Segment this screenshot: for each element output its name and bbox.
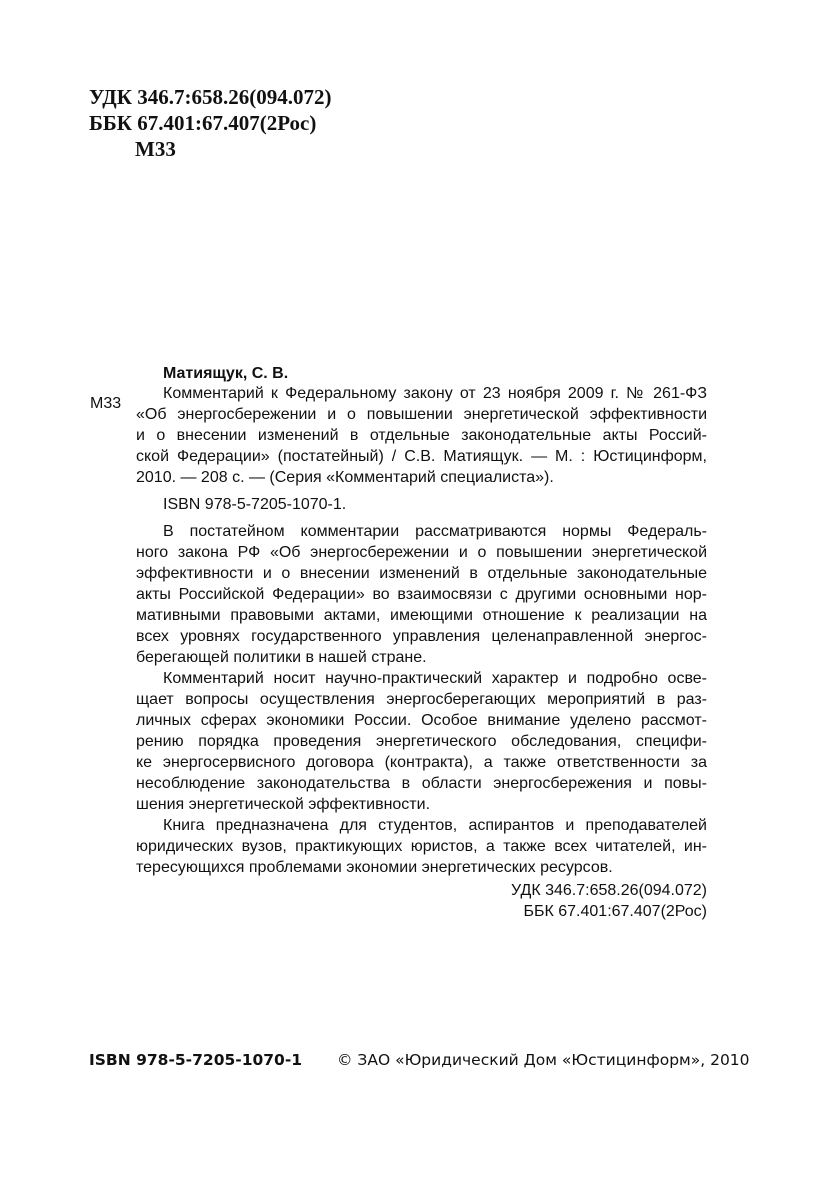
card-udk: УДК 346.7:658.26(094.072) (511, 882, 707, 899)
annotation-line: юридических вузов, практикующих юристов, а также всех читателей, ин- (136, 838, 707, 855)
header-author-mark: М33 (135, 137, 176, 161)
annotation-line: эффективности и о внесении изменений в отдельные законодательные (136, 565, 707, 582)
annotation-line: рению порядка проведения энергетического обследования, специфи- (136, 733, 707, 750)
annotation-line: Комментарий носит научно-практический характер и подробно осве- (163, 670, 707, 687)
description-line: Комментарий к Федеральному закону от 23 ноября 2009 г. № 261-ФЗ (163, 385, 707, 402)
annotation-line: щает вопросы осуществления энергосберегающих мероприятий в раз- (136, 691, 707, 708)
annotation-line: ке энергосервисного договора (контракта), а также ответственности за (136, 754, 707, 771)
annotation-line: шения энергетической эффективности. (136, 796, 431, 813)
annotation-line: всех уровнях государственного управления целенаправленной энергос- (136, 628, 707, 645)
annotation-line: ного закона РФ «Об энергосбережении и о повышении энергетической (136, 544, 707, 561)
annotation-line: личных сферах экономики России. Особое внимание уделено рассмот- (136, 712, 707, 729)
header-bbk: ББК 67.401:67.407(2Рос) (89, 111, 317, 135)
card-author: Матиящук, С. В. (163, 365, 289, 382)
annotation-line: несоблюдение законодательства в области энергосбережения и повы- (136, 775, 707, 792)
annotation-line: мативными правовыми актами, имеющими отношение к реализации на (136, 607, 707, 624)
footer-isbn: ISBN 978-5-7205-1070-1 (89, 1051, 303, 1069)
annotation-line: В постатейном комментарии рассматриваются нормы Федераль- (163, 523, 707, 540)
card-isbn: ISBN 978-5-7205-1070-1. (163, 496, 347, 513)
card-author-mark: М33 (90, 395, 122, 412)
description-line: ской Федерации» (постатейный) / С.В. Матиящук. — М. : Юстицинформ, (136, 448, 707, 465)
annotation-line: акты Российской Федерации» во взаимосвязи с другими основными нор- (136, 586, 707, 603)
annotation-line: берегающей политики в нашей стране. (136, 649, 427, 666)
card-bbk: ББК 67.401:67.407(2Рос) (523, 903, 707, 920)
description-line: и о внесении изменений в отдельные законодательные акты Россий- (136, 427, 707, 444)
description-line: «Об энергосбережении и о повышении энергетической эффективности (136, 406, 707, 423)
annotation-line: тересующихся проблемами экономии энергетических ресурсов. (136, 859, 613, 876)
description-line: 2010. — 208 с. — (Серия «Комментарий специалиста»). (136, 469, 554, 486)
header-udk: УДК 346.7:658.26(094.072) (89, 85, 332, 109)
annotation-line: Книга предназначена для студентов, аспирантов и преподавателей (163, 817, 707, 834)
footer-copyright: © ЗАО «Юридический Дом «Юстицинформ», 2010 (337, 1051, 750, 1069)
